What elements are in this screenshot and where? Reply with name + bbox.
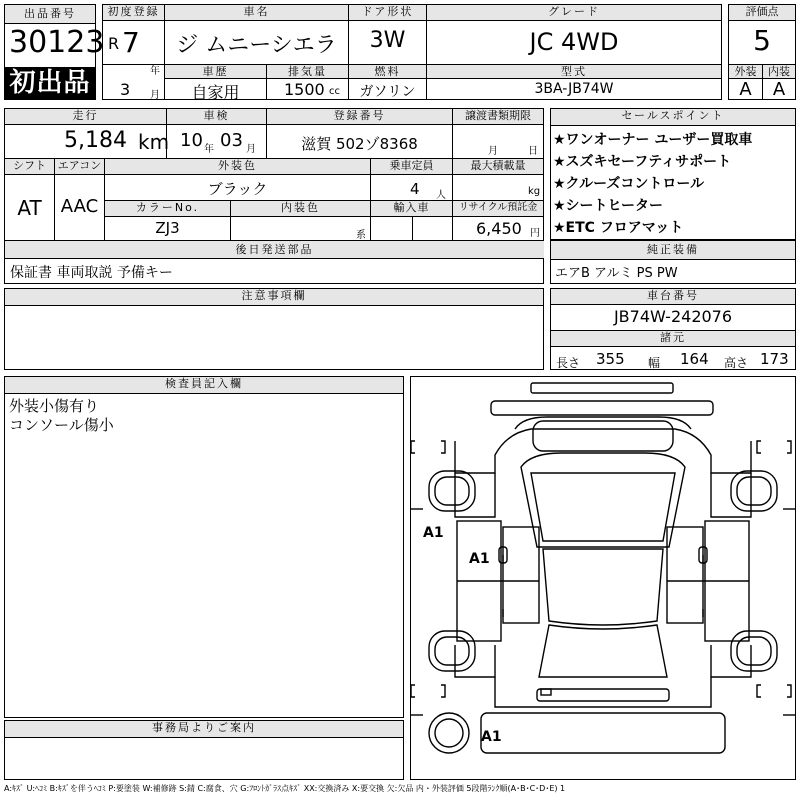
later-parts-label: 後日発送部品 [5, 241, 544, 258]
ext-color-label: 外装色 [105, 159, 370, 174]
equipment-label: 純正装備 [551, 241, 795, 260]
door-value: 3W [369, 28, 406, 53]
color-no-value: ZJ3 [155, 219, 180, 237]
car-diagram-drawing [411, 377, 795, 779]
max-load-label: 最大積載量 [453, 159, 543, 174]
exterior-score-value: A [739, 79, 752, 100]
displacement-value: 1500 [284, 80, 325, 99]
mileage-unit: km [138, 130, 170, 154]
model-value: 3BA-JB74W [534, 81, 614, 97]
aircon-value: AAC [60, 196, 99, 217]
import-label: 輸入車 [371, 201, 452, 216]
recycle-value: 6,450 [476, 219, 522, 238]
score-value: 5 [753, 24, 771, 57]
plate-value: 滋賀 502ゾ8368 [301, 135, 418, 153]
first-reg-era: R [108, 34, 120, 53]
transfer-deadline-label: 譲渡書類期限 [453, 109, 543, 124]
office-label: 事務局よりご案内 [5, 721, 403, 738]
mileage-value: 5,184 [64, 128, 127, 153]
inspector-line: 外装小傷有り [9, 397, 100, 415]
sales-point-item: ★シートヒーター [553, 198, 663, 214]
model-label: 型式 [427, 65, 721, 78]
inspector-line: コンソール傷小 [9, 416, 114, 434]
door-label: ドア形状 [349, 5, 426, 20]
dimensions-label: 諸元 [551, 331, 795, 346]
color-no-label: カラーNo. [105, 201, 230, 216]
capacity-label: 乗車定員 [371, 159, 452, 174]
inspector-box [4, 376, 404, 718]
sales-points-label: セールスポイント [551, 109, 795, 126]
inspection-month: 03 [220, 130, 243, 151]
dimension-width-value: 164 [680, 350, 709, 368]
shift-label: シフト [5, 159, 54, 174]
int-color-unit: 系 [356, 230, 366, 241]
lot-number: 30123 [9, 25, 105, 60]
transfer-month-unit: 月 [488, 146, 498, 157]
score-label: 評価点 [729, 5, 795, 20]
ext-color-value: ブラック [207, 180, 268, 198]
inspection-label: 車検 [167, 109, 266, 124]
sales-point-item: ★ETC フロアマット [553, 220, 684, 236]
damage-mark: A1 [481, 729, 502, 745]
damage-mark: A1 [469, 551, 490, 567]
grade-value: JC 4WD [529, 28, 619, 56]
car-name-label: 車名 [165, 5, 348, 20]
sales-point-item: ★ワンオーナー ユーザー買取車 [553, 132, 753, 148]
sales-points-box [550, 108, 796, 240]
inspector-label: 検査員記入欄 [5, 377, 403, 394]
history-label: 車歴 [165, 65, 266, 78]
sales-point-item: ★クルーズコントロール [553, 176, 705, 192]
shift-value: AT [17, 196, 42, 220]
first-reg-label: 初度登録 [103, 5, 164, 20]
max-load-unit: kg [528, 186, 541, 197]
notes-label: 注意事項欄 [5, 289, 543, 306]
fuel-value: ガソリン [359, 84, 416, 100]
equipment-box [550, 240, 796, 284]
displacement-unit: cc [329, 86, 340, 97]
grade-label: グレード [427, 5, 721, 20]
dimension-width-label: 幅 [648, 356, 661, 370]
fuel-label: 燃料 [349, 65, 426, 78]
inspection-year: 10 [180, 130, 203, 151]
legend: A:ｷｽﾞ U:ﾍｺﾐ B:ｷｽﾞを伴うﾍｺﾐ P:要塗装 W:補修跡 S:錆 C:腐食、穴 G:ﾌﾛﾝﾄｶﾞﾗｽ点ｷｽﾞ XX:交換済み X:要交換 欠:欠品 内・外装評価 5段階ﾗﾝｸ順(A･B･C･D･E) 1 [4, 784, 566, 793]
sales-point-item: ★スズキセーフティサポート [553, 154, 732, 170]
int-color-label: 内装色 [231, 201, 370, 216]
mileage-label: 走行 [5, 109, 166, 124]
plate-label: 登録番号 [267, 109, 452, 124]
recycle-unit: 円 [530, 228, 540, 239]
equipment-value: エアB アルミ PS PW [555, 266, 678, 281]
first-reg-month: 3 [120, 80, 131, 99]
transfer-day-unit: 日 [528, 146, 538, 157]
capacity-unit: 人 [436, 190, 446, 201]
displacement-label: 排気量 [267, 65, 348, 78]
recycle-label: リサイクル預託金 [453, 201, 543, 216]
interior-score-value: A [772, 79, 786, 100]
lot-box [4, 4, 105, 100]
dimension-length-value: 355 [596, 350, 625, 368]
inspection-year-unit: 年 [204, 144, 214, 155]
car-name-value: ジ ムニーシエラ [176, 33, 337, 58]
chassis-label: 車台番号 [551, 289, 795, 304]
lot-label: 出品番号 [5, 5, 95, 24]
inspection-month-unit: 月 [246, 144, 256, 155]
interior-score-label: 内装 [763, 65, 795, 78]
office-box [4, 720, 404, 780]
later-parts-value: 保証書 車両取説 予備キー [10, 265, 173, 281]
first-reg-year-unit: 年 [150, 66, 160, 77]
dimension-height-value: 173 [760, 350, 789, 368]
first-reg-month-unit: 月 [150, 90, 160, 101]
first-listing-badge: 初出品 [5, 67, 95, 99]
notes-box [4, 288, 544, 370]
damage-mark: A1 [423, 525, 444, 541]
exterior-score-label: 外装 [729, 65, 762, 78]
chassis-value: JB74W-242076 [613, 307, 733, 326]
car-diagram [410, 376, 796, 780]
first-reg-year: 7 [122, 26, 140, 59]
dimension-height-label: 高さ [724, 356, 749, 370]
capacity-value: 4 [410, 180, 420, 198]
dimension-length-label: 長さ [556, 356, 581, 370]
aircon-label: エアコン [55, 159, 104, 174]
history-value: 自家用 [191, 83, 240, 102]
